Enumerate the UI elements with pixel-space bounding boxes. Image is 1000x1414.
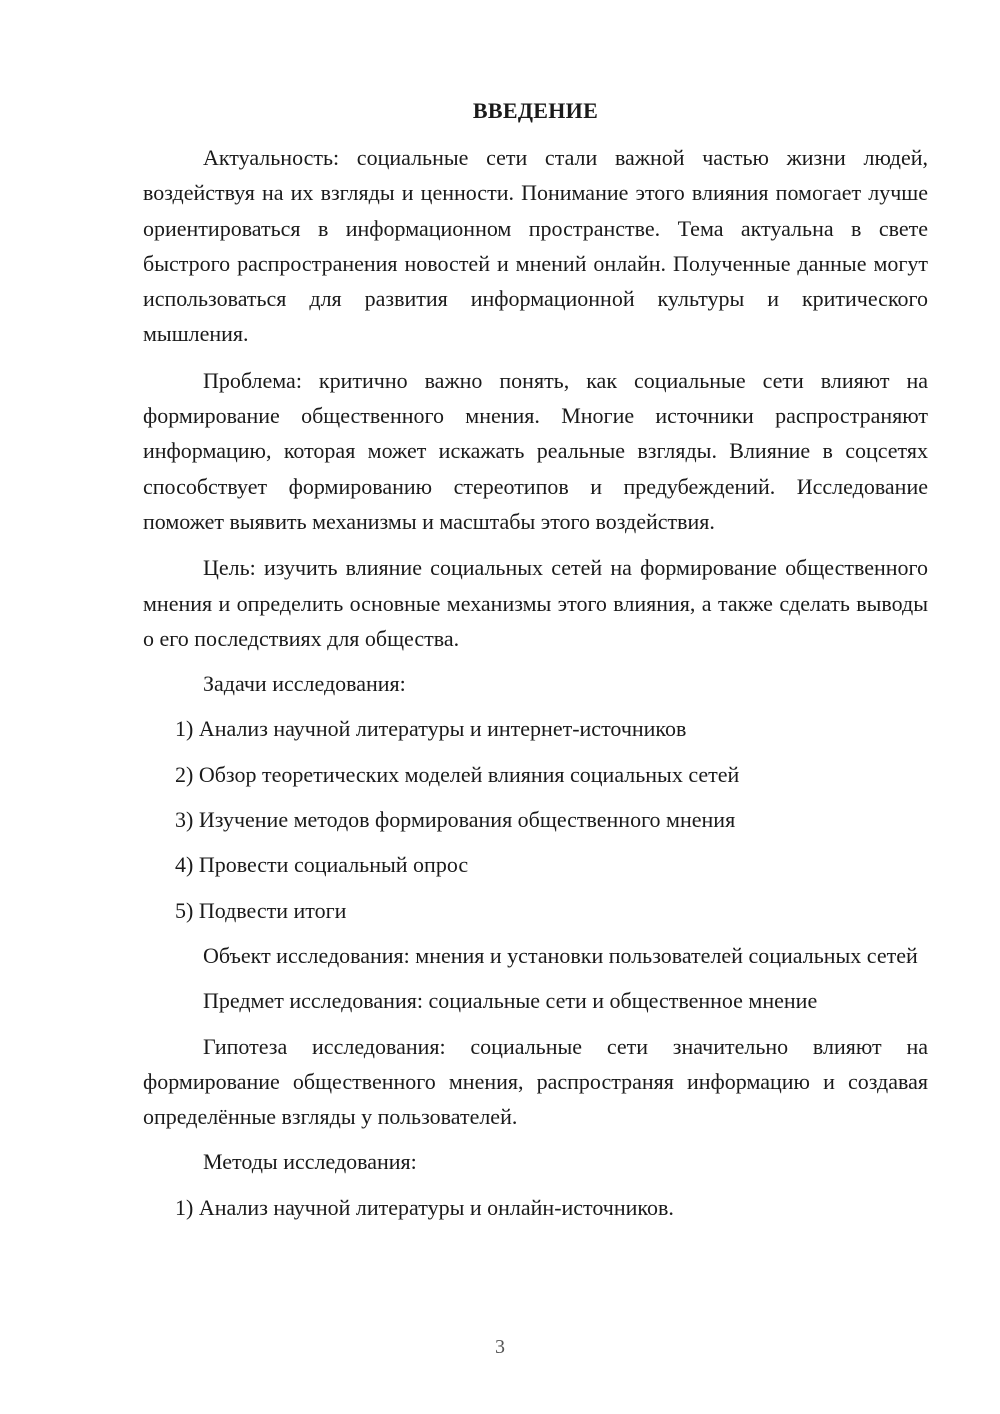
subject-paragraph: Предмет исследования: социальные сети и общественное мнение <box>203 988 818 1014</box>
relevance-paragraph: Актуальность: социальные сети стали важной частью жизни людей, воздействуя на их взгляды и ценности. Понимание этого влияния помогает лучше ориентироваться в информационном пространстве. Тема актуальна в свете быстрого распространения новостей и мнений онлайн. Полученные данные могут использоваться для развития информационной культуры и критического мышления. <box>143 145 928 347</box>
object-paragraph: Объект исследования: мнения и установки пользователей социальных сетей <box>203 942 918 968</box>
problem-paragraph: Проблема: критично важно понять, как социальные сети влияют на формирование общественного мнения. Многие источники распространяют информацию, которая может искажать реальные взгляды. Влияние в соцсетях способствует формированию стереотипов и предубеждений. Исследование поможет выявить механизмы и масштабы этого воздействия. <box>143 367 928 534</box>
page-number: 3 <box>495 1336 505 1358</box>
hypothesis-paragraph: Гипотеза исследования: социальные сети значительно влияют на формирование общественного мнения, распространяя информацию и создавая определённые взгляды у пользователей. <box>143 1033 928 1130</box>
task-item: 4) Провести социальный опрос <box>175 852 469 878</box>
task-item: 1) Анализ научной литературы и интернет-источников <box>175 716 687 742</box>
method-item: 1) Анализ научной литературы и онлайн-источников. <box>175 1194 674 1220</box>
task-item: 2) Обзор теоретических моделей влияния социальных сетей <box>175 761 740 787</box>
page-content <box>143 98 928 1225</box>
tasks-heading: Задачи исследования: <box>203 671 406 697</box>
task-item: 3) Изучение методов формирования общественного мнения <box>175 807 736 833</box>
section-heading: ВВЕДЕНИЕ <box>472 98 599 123</box>
task-item: 5) Подвести итоги <box>175 897 347 923</box>
goal-paragraph: Цель: изучить влияние социальных сетей на формирование общественного мнения и определить основные механизмы этого влияния, а также сделать выводы о его последствиях для общества. <box>143 555 928 651</box>
methods-heading: Методы исследования: <box>203 1149 417 1175</box>
